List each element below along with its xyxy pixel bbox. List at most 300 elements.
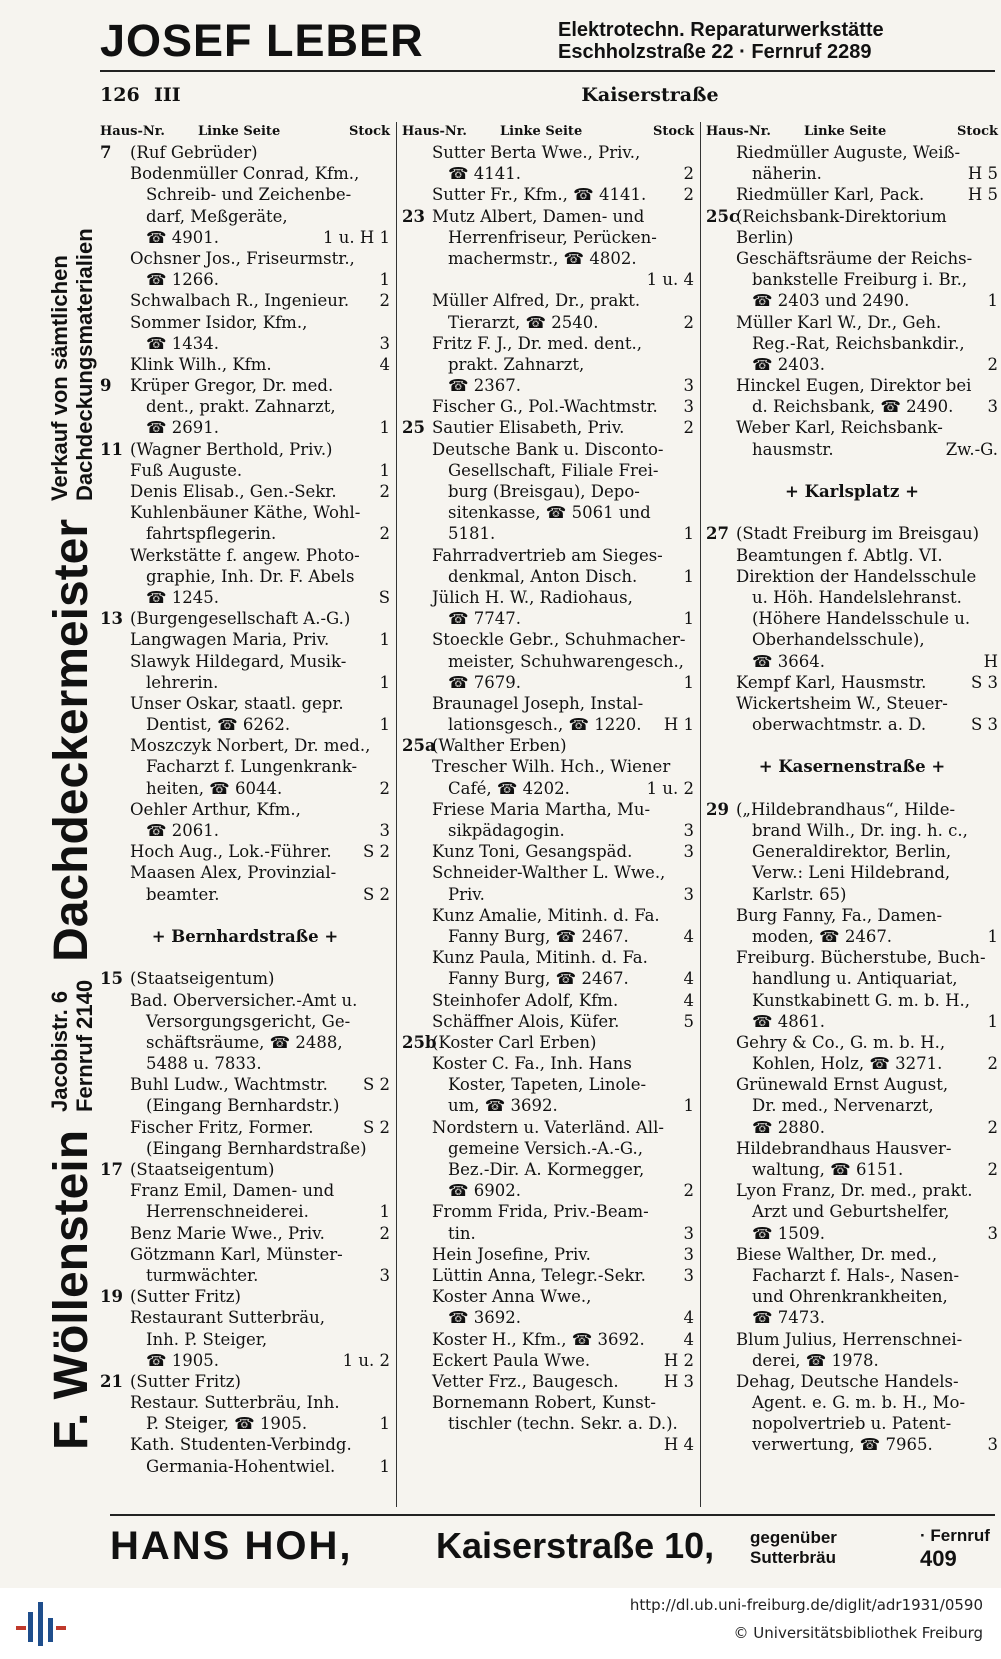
directory-line xyxy=(402,1371,694,1392)
entry-text: lehrerin. xyxy=(146,672,219,692)
bottom-rule xyxy=(110,1514,995,1516)
directory-line xyxy=(100,1329,390,1350)
directory-line xyxy=(100,1456,390,1477)
entry-text: prakt. Zahnarzt, xyxy=(448,354,585,374)
directory-line xyxy=(100,1138,390,1159)
floor-indicator: H 3 xyxy=(663,1371,694,1391)
directory-line xyxy=(402,905,694,926)
directory-line xyxy=(706,417,998,438)
directory-line xyxy=(402,163,694,184)
entry-text: ☎ 2061. xyxy=(146,821,220,840)
directory-line xyxy=(100,1095,390,1116)
entry-text: Fritz F. J., Dr. med. dent., xyxy=(432,333,642,353)
top-ad-company-name: JOSEF LEBER xyxy=(100,15,424,66)
directory-line xyxy=(402,714,694,735)
entry-text: 5488 u. 7833. xyxy=(146,1054,262,1074)
entry-text: ☎ 2367. xyxy=(448,376,522,396)
directory-line xyxy=(706,1011,998,1032)
column-header-haus: Haus-Nr. xyxy=(100,124,165,139)
entry-text: Restaur. Sutterbräu, Inh. xyxy=(130,1393,340,1413)
entry-text: Kunstkabinett G. m. b. H., xyxy=(752,990,971,1010)
directory-line xyxy=(402,587,694,608)
entry-text: Café, ☎ 4202. xyxy=(448,778,570,798)
entry-text: derei, ☎ 1978. xyxy=(752,1350,879,1370)
directory-line xyxy=(100,1180,390,1201)
directory-line xyxy=(706,1223,998,1244)
directory-line xyxy=(100,990,390,1011)
directory-line xyxy=(402,206,694,227)
directory-line xyxy=(100,1434,390,1455)
entry-text: (Höhere Handelsschule u. xyxy=(752,609,971,629)
directory-line xyxy=(100,1286,390,1307)
entry-text: Vetter Frz., Baugesch. xyxy=(432,1371,619,1391)
entry-text: Maasen Alex, Provinzial- xyxy=(130,863,337,883)
entry-text: Eckert Paula Wwe. xyxy=(432,1350,591,1370)
entry-text: Biese Walther, Dr. med., xyxy=(736,1244,938,1264)
entry-text: moden, ☎ 2467. xyxy=(752,926,893,946)
directory-line xyxy=(402,227,694,248)
directory-line xyxy=(100,1074,390,1095)
floor-indicator: 4 xyxy=(683,990,694,1010)
entry-text: ☎ 6902. xyxy=(448,1181,522,1201)
entry-text: darf, Meßgeräte, xyxy=(146,206,288,226)
floor-indicator: S 2 xyxy=(362,1117,390,1137)
entry-text: ☎ 7679. xyxy=(448,672,522,692)
directory-line xyxy=(100,1032,390,1053)
directory-line xyxy=(402,333,694,354)
floor-indicator: S 3 xyxy=(970,672,998,692)
entry-text: burg (Breisgau), Depo- xyxy=(448,482,640,501)
house-number: 27 xyxy=(706,524,729,544)
entry-text: Oberhandelsschule), xyxy=(752,630,925,650)
entry-text: Fromm Frida, Priv.-Beam- xyxy=(432,1202,649,1222)
directory-line xyxy=(706,672,998,693)
directory-line xyxy=(402,142,694,163)
floor-indicator: H xyxy=(983,651,998,671)
directory-line xyxy=(402,862,694,883)
directory-line xyxy=(402,841,694,862)
directory-line xyxy=(402,1032,694,1053)
column-header xyxy=(706,122,998,142)
floor-indicator: 3 xyxy=(683,1244,694,1264)
floor-indicator: 1 xyxy=(379,1414,390,1434)
floor-indicator: 2 xyxy=(987,1117,998,1137)
entry-text: Koster H., Kfm., ☎ 3692. xyxy=(432,1329,645,1349)
directory-line xyxy=(100,502,390,523)
volume-number: III xyxy=(154,84,181,106)
floor-indicator: S 3 xyxy=(970,715,998,735)
entry-text: Ochsner Jos., Friseurmstr., xyxy=(130,248,355,268)
entry-text: Kath. Studenten-Verbindg. xyxy=(130,1435,352,1455)
floor-indicator: 2 xyxy=(379,291,390,311)
entry-text: verwertung, ☎ 7965. xyxy=(752,1435,933,1455)
floor-indicator: 1 xyxy=(379,460,390,480)
floor-indicator: H 5 xyxy=(967,164,998,184)
entry-text: lationsgesch., ☎ 1220. xyxy=(448,715,642,735)
top-ad-address: Eschholzstraße 22 · Fernruf 2289 xyxy=(558,41,872,63)
directory-line xyxy=(100,905,390,926)
floor-indicator: 2 xyxy=(683,418,694,438)
entry-text: ☎ 3692. xyxy=(448,1308,522,1328)
left-ad-address-street: Jacobistr. 6 xyxy=(47,990,72,1112)
floor-indicator: 2 xyxy=(379,524,390,544)
directory-line xyxy=(100,651,390,672)
entry-text: Denis Elisab., Gen.-Sekr. xyxy=(130,482,337,501)
directory-line xyxy=(402,439,694,460)
entry-text: Mutz Albert, Damen- und xyxy=(432,206,645,226)
source-url-link[interactable]: http://dl.ub.uni-freiburg.de/diglit/adr1931/0590 xyxy=(629,1596,983,1614)
entry-text: und Ohrenkrankheiten, xyxy=(752,1287,948,1307)
directory-line xyxy=(402,820,694,841)
entry-text: ☎ 2880. xyxy=(752,1117,826,1137)
floor-indicator: 5 xyxy=(683,1011,694,1031)
directory-line xyxy=(100,1117,390,1138)
column-divider xyxy=(396,122,397,1507)
floor-indicator: 3 xyxy=(683,884,694,904)
entry-text: Nordstern u. Vaterländ. All- xyxy=(432,1117,664,1137)
directory-line xyxy=(706,926,998,947)
directory-line xyxy=(706,947,998,968)
entry-text: (Eingang Bernhardstraße) xyxy=(146,1138,367,1158)
floor-indicator: 1 xyxy=(683,1096,694,1116)
entry-text: bankstelle Freiburg i. Br., xyxy=(752,270,968,290)
floor-indicator: S 2 xyxy=(362,842,390,862)
entry-text: ☎ 2403 und 2490. xyxy=(752,291,910,311)
house-number: 25c xyxy=(706,206,740,226)
floor-indicator: 2 xyxy=(379,482,390,501)
floor-indicator: 2 xyxy=(683,1181,694,1201)
entry-text: brand Wilh., Dr. ing. h. c., xyxy=(752,821,968,840)
directory-line xyxy=(402,651,694,672)
directory-line xyxy=(402,799,694,820)
entry-text: Dehag, Deutsche Handels- xyxy=(736,1371,959,1391)
floor-indicator: 1 u. 2 xyxy=(646,778,694,798)
directory-line xyxy=(402,1180,694,1201)
entry-text: ☎ 7747. xyxy=(448,609,522,629)
directory-line xyxy=(706,1286,998,1307)
entry-text: Sommer Isidor, Kfm., xyxy=(130,312,308,332)
directory-line xyxy=(402,672,694,693)
bottom-ad-fernruf-label: · Fernruf xyxy=(920,1526,990,1545)
floor-indicator: 1 xyxy=(379,672,390,692)
entry-text: Unser Oskar, staatl. gepr. xyxy=(130,693,344,713)
floor-indicator: H 5 xyxy=(967,185,998,205)
left-ad-sales-line-2: Dachdeckungsmaterialien xyxy=(72,228,97,501)
directory-line xyxy=(100,735,390,756)
floor-indicator: 1 xyxy=(683,524,694,544)
entry-text: handlung u. Antiquariat, xyxy=(752,969,958,989)
cross-street-heading xyxy=(706,756,998,777)
entry-text: (Walther Erben) xyxy=(432,736,567,756)
floor-indicator: H 1 xyxy=(663,715,694,735)
directory-line xyxy=(402,523,694,544)
directory-line xyxy=(402,608,694,629)
directory-line xyxy=(706,651,998,672)
entry-text: Langwagen Maria, Priv. xyxy=(130,630,330,650)
directory-line xyxy=(706,1032,998,1053)
directory-line xyxy=(706,1074,998,1095)
entry-text: Karlstr. 65) xyxy=(752,884,847,904)
page-number: 126 xyxy=(100,84,140,106)
house-number: 21 xyxy=(100,1371,123,1391)
bottom-ad-address: Kaiserstraße 10, xyxy=(436,1525,715,1566)
column-header-side: Linke Seite xyxy=(804,124,887,139)
directory-line xyxy=(706,1180,998,1201)
directory-line xyxy=(100,884,390,905)
floor-indicator: 3 xyxy=(987,1223,998,1243)
directory-line xyxy=(402,269,694,290)
directory-line xyxy=(706,206,998,227)
directory-line xyxy=(706,396,998,417)
entry-text: Slawyk Hildegard, Musik- xyxy=(130,651,347,671)
directory-line xyxy=(100,375,390,396)
entry-text: Geschäftsräume der Reichs- xyxy=(736,248,973,268)
directory-line xyxy=(706,545,998,566)
running-header xyxy=(100,84,995,108)
entry-text: Benz Marie Wwe., Priv. xyxy=(130,1223,325,1243)
directory-line xyxy=(402,1286,694,1307)
directory-line xyxy=(706,163,998,184)
directory-line xyxy=(706,523,998,544)
directory-line xyxy=(402,1350,694,1371)
directory-line xyxy=(706,1095,998,1116)
entry-text: Müller Alfred, Dr., prakt. xyxy=(432,291,641,311)
directory-line xyxy=(100,269,390,290)
column-header-haus: Haus-Nr. xyxy=(706,124,771,139)
column-header-side: Linke Seite xyxy=(500,124,583,139)
directory-line xyxy=(706,142,998,163)
top-advertisement xyxy=(100,15,995,66)
house-number: 7 xyxy=(100,143,112,162)
entry-text: Klink Wilh., Kfm. xyxy=(130,354,272,374)
directory-line xyxy=(100,1307,390,1328)
entry-text: Sautier Elisabeth, Priv. xyxy=(432,418,625,438)
entry-text: (Burgengesellschaft A.-G.) xyxy=(130,609,351,629)
entry-text: gemeine Versich.-A.-G., xyxy=(448,1138,643,1158)
entry-text: turmwächter. xyxy=(146,1265,259,1285)
entry-text: Inh. P. Steiger, xyxy=(146,1329,268,1349)
column-header xyxy=(402,122,694,142)
floor-indicator: 3 xyxy=(987,397,998,417)
directory-line xyxy=(402,417,694,438)
directory-line xyxy=(402,1413,694,1434)
bottom-ad-fernruf-number: 409 xyxy=(920,1546,957,1571)
entry-text: Buhl Ludw., Wachtmstr. xyxy=(130,1075,328,1095)
directory-line xyxy=(402,1434,694,1455)
directory-line xyxy=(706,184,998,205)
entry-text: Bad. Oberversicher.-Amt u. xyxy=(130,990,358,1010)
directory-line xyxy=(706,248,998,269)
directory-line xyxy=(402,290,694,311)
entry-text: (Koster Carl Erben) xyxy=(432,1032,597,1052)
entry-text: (Staatseigentum) xyxy=(130,1160,275,1179)
directory-line xyxy=(706,587,998,608)
floor-indicator: 1 u. H 1 xyxy=(323,227,390,247)
entry-text: Lyon Franz, Dr. med., prakt. xyxy=(736,1181,973,1201)
entry-text: ☎ 1266. xyxy=(146,270,220,290)
directory-line xyxy=(402,884,694,905)
directory-column-2 xyxy=(402,122,694,1512)
entry-text: Facharzt f. Hals-, Nasen- xyxy=(752,1265,960,1285)
directory-line xyxy=(100,333,390,354)
directory-line xyxy=(100,820,390,841)
floor-indicator: H 4 xyxy=(663,1435,694,1455)
entry-text: Fanny Burg, ☎ 2467. xyxy=(448,926,629,946)
floor-indicator: 4 xyxy=(683,1308,694,1328)
directory-line xyxy=(100,1201,390,1222)
house-number: 17 xyxy=(100,1160,123,1179)
entry-text: Kunz Toni, Gesangspäd. xyxy=(432,842,633,862)
directory-line xyxy=(706,312,998,333)
directory-line xyxy=(402,502,694,523)
directory-line xyxy=(706,799,998,820)
directory-line xyxy=(706,333,998,354)
directory-line xyxy=(100,566,390,587)
directory-line xyxy=(100,672,390,693)
entry-text: Herrenschneiderei. xyxy=(146,1202,309,1222)
entry-text: Stoeckle Gebr., Schuhmacher- xyxy=(432,630,686,650)
directory-line xyxy=(402,1138,694,1159)
entry-text: waltung, ☎ 6151. xyxy=(752,1160,904,1179)
directory-line xyxy=(100,756,390,777)
directory-line xyxy=(706,460,998,481)
bottom-ad-opposite-line-2: Sutterbräu xyxy=(750,1548,836,1567)
floor-indicator: 1 xyxy=(379,715,390,735)
directory-line xyxy=(402,1159,694,1180)
directory-line xyxy=(100,1265,390,1286)
entry-text: Gesellschaft, Filiale Frei- xyxy=(448,460,659,480)
entry-text: Bodenmüller Conrad, Kfm., xyxy=(130,164,360,184)
directory-line xyxy=(402,693,694,714)
entry-text: (Wagner Berthold, Priv.) xyxy=(130,439,333,459)
directory-line xyxy=(402,1307,694,1328)
directory-line xyxy=(706,269,998,290)
directory-column-1 xyxy=(100,122,390,1512)
floor-indicator: 2 xyxy=(987,354,998,374)
column-header-side: Linke Seite xyxy=(198,124,281,139)
directory-line xyxy=(706,862,998,883)
directory-line xyxy=(100,248,390,269)
entry-text: tin. xyxy=(448,1223,476,1243)
directory-line xyxy=(706,778,998,799)
entry-text: Fahrradvertrieb am Sieges- xyxy=(432,545,663,565)
entry-text: näherin. xyxy=(752,164,822,184)
directory-line xyxy=(706,1265,998,1286)
floor-indicator: 2 xyxy=(683,185,694,205)
entry-text: Moszczyk Norbert, Dr. med., xyxy=(130,736,371,756)
floor-indicator: 3 xyxy=(683,1265,694,1285)
directory-line xyxy=(100,1350,390,1371)
entry-text: heiten, ☎ 6044. xyxy=(146,778,283,798)
house-number: 13 xyxy=(100,609,123,629)
entry-text: beamter. xyxy=(146,884,220,904)
floor-indicator: 4 xyxy=(683,969,694,989)
directory-line xyxy=(706,566,998,587)
directory-line xyxy=(706,1371,998,1392)
entry-text: Freiburg. Bücherstube, Buch- xyxy=(736,948,986,968)
entry-text: ☎ 1434. xyxy=(146,333,220,353)
directory-line xyxy=(100,947,390,968)
cross-street-name: + Kasernenstraße + xyxy=(758,757,946,777)
entry-text: sikpädagogin. xyxy=(448,821,565,840)
entry-text: ☎ 2403. xyxy=(752,354,826,374)
directory-line xyxy=(100,354,390,375)
entry-text: Kohlen, Holz, ☎ 3271. xyxy=(752,1054,943,1074)
directory-line xyxy=(402,1201,694,1222)
directory-line xyxy=(100,799,390,820)
floor-indicator: 1 u. 2 xyxy=(342,1350,390,1370)
entry-text: tischler (techn. Sekr. a. D.). xyxy=(448,1414,678,1434)
entry-text: Gehry & Co., G. m. b. H., xyxy=(736,1032,946,1052)
floor-indicator: 1 xyxy=(379,1456,390,1476)
floor-indicator: 1 xyxy=(379,630,390,650)
directory-line xyxy=(706,968,998,989)
directory-line xyxy=(706,1117,998,1138)
entry-text: (Ruf Gebrüder) xyxy=(130,143,258,162)
floor-indicator: 3 xyxy=(683,376,694,396)
directory-line xyxy=(402,1392,694,1413)
directory-line xyxy=(402,566,694,587)
entry-text: dent., prakt. Zahnarzt, xyxy=(146,397,336,417)
entry-text: Verw.: Leni Hildebrand, xyxy=(752,863,951,883)
entry-text: Kempf Karl, Hausmstr. xyxy=(736,672,927,692)
directory-line xyxy=(100,693,390,714)
directory-line xyxy=(100,396,390,417)
house-number: 25 xyxy=(402,418,425,438)
entry-text: Hoch Aug., Lok.-Führer. xyxy=(130,842,332,862)
entry-text: Koster C. Fa., Inh. Hans xyxy=(432,1054,632,1074)
floor-indicator: 3 xyxy=(379,333,390,353)
entry-text: machermstr., ☎ 4802. xyxy=(448,248,637,268)
directory-line xyxy=(706,290,998,311)
entry-text: denkmal, Anton Disch. xyxy=(448,566,638,586)
entry-text: Riedmüller Karl, Pack. xyxy=(736,185,925,205)
directory-line xyxy=(100,312,390,333)
house-number: 23 xyxy=(402,206,425,226)
entry-text: fahrtspflegerin. xyxy=(146,524,277,544)
entry-text: Bornemann Robert, Kunst- xyxy=(432,1393,656,1413)
floor-indicator: 3 xyxy=(987,1435,998,1455)
directory-line xyxy=(706,905,998,926)
entry-text: sitenkasse, ☎ 5061 und xyxy=(448,503,651,523)
directory-line xyxy=(706,1201,998,1222)
directory-line xyxy=(706,1244,998,1265)
directory-line xyxy=(706,375,998,396)
directory-line xyxy=(706,608,998,629)
entry-text: Fanny Burg, ☎ 2467. xyxy=(448,969,629,989)
directory-line xyxy=(402,629,694,650)
directory-line xyxy=(706,1434,998,1455)
entry-text: Lüttin Anna, Telegr.-Sekr. xyxy=(432,1265,646,1285)
directory-line xyxy=(402,1265,694,1286)
directory-line xyxy=(706,1329,998,1350)
entry-text: Fischer Fritz, Former. xyxy=(130,1117,314,1137)
bottom-advertisement xyxy=(110,1518,1000,1578)
directory-line xyxy=(100,1011,390,1032)
floor-indicator: 2 xyxy=(379,778,390,798)
directory-line xyxy=(402,1329,694,1350)
bottom-ad-opposite-line-1: gegenüber xyxy=(750,1528,837,1547)
directory-line xyxy=(100,1371,390,1392)
entry-text: Oehler Arthur, Kfm., xyxy=(130,799,301,819)
entry-text: Götzmann Karl, Münster- xyxy=(130,1244,343,1264)
directory-line xyxy=(706,1392,998,1413)
directory-line xyxy=(100,608,390,629)
entry-text: Steinhofer Adolf, Kfm. xyxy=(432,990,619,1010)
entry-text: Burg Fanny, Fa., Damen- xyxy=(736,905,943,925)
floor-indicator: 3 xyxy=(683,397,694,417)
floor-indicator: 1 xyxy=(379,1202,390,1222)
